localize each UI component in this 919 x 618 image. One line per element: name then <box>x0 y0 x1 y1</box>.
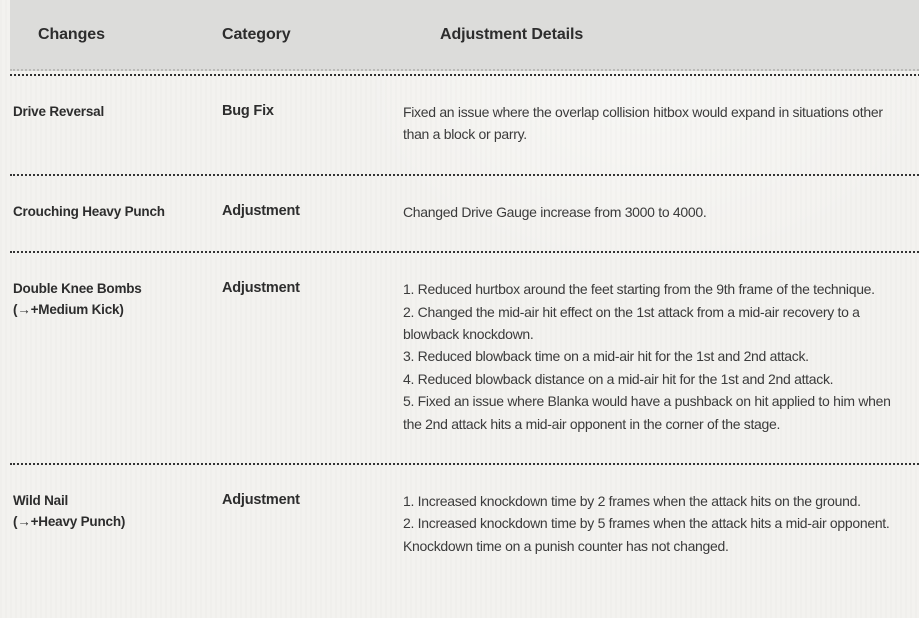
detail-line: 3. Reduced blowback time on a mid-air hit for the 1st and 2nd attack. <box>403 348 809 365</box>
change-name: Crouching Heavy Punch <box>13 203 165 219</box>
detail-line: 2. Increased knockdown time by 5 frames when the attack hits a mid-air opponent. <box>403 515 890 532</box>
change-input-command: (→+Medium Kick) <box>13 302 124 318</box>
column-header-category: Category <box>222 25 291 43</box>
details-cell <box>403 101 919 146</box>
detail-line: Changed Drive Gauge increase from 3000 to 4000. <box>403 203 707 220</box>
detail-line: Fixed an issue where the overlap collision hitbox would expand in situations other than a block or parry. <box>403 104 883 143</box>
column-header-adjustment-details: Adjustment Details <box>440 25 584 43</box>
change-name-cell <box>13 101 222 146</box>
category-cell: Adjustment <box>222 492 300 509</box>
detail-line: 4. Reduced blowback distance on a mid-air hit for the 1st and 2nd attack. <box>403 370 834 387</box>
table-row <box>10 251 919 463</box>
change-name: Wild Nail <box>13 493 69 509</box>
details-cell <box>403 490 919 557</box>
details-cell <box>403 278 919 435</box>
change-name: Double Knee Bombs <box>13 281 142 297</box>
detail-line: 2. Changed the mid-air hit effect on the 1st attack from a mid-air recovery to a blowback knockdown. <box>403 303 860 343</box>
change-name-cell <box>13 278 222 435</box>
table-row <box>10 76 919 174</box>
category-cell: Adjustment <box>222 280 300 297</box>
details-cell <box>403 201 919 223</box>
detail-line: 1. Increased knockdown time by 2 frames when the attack hits on the ground. <box>403 493 861 510</box>
patch-notes-table <box>10 0 919 585</box>
table-body <box>10 76 919 585</box>
table-header-row <box>10 0 919 71</box>
column-header-changes: Changes <box>38 25 105 43</box>
detail-line: 1. Reduced hurtbox around the feet starting from the 9th frame of the technique. <box>403 281 875 298</box>
change-input-command: (→+Heavy Punch) <box>13 514 126 530</box>
detail-line: 5. Fixed an issue where Blanka would have a pushback on hit applied to him when the 2nd attack hits a mid-air opponent in the corner of the stage. <box>403 393 891 432</box>
table-row <box>10 463 919 585</box>
category-cell: Bug Fix <box>222 103 274 119</box>
detail-line: Knockdown time on a punish counter has not changed. <box>403 537 729 554</box>
change-name: Drive Reversal <box>13 104 105 119</box>
table-row <box>10 174 919 251</box>
change-name-cell <box>13 490 222 557</box>
category-cell: Adjustment <box>222 202 300 219</box>
change-name-cell <box>13 201 222 223</box>
